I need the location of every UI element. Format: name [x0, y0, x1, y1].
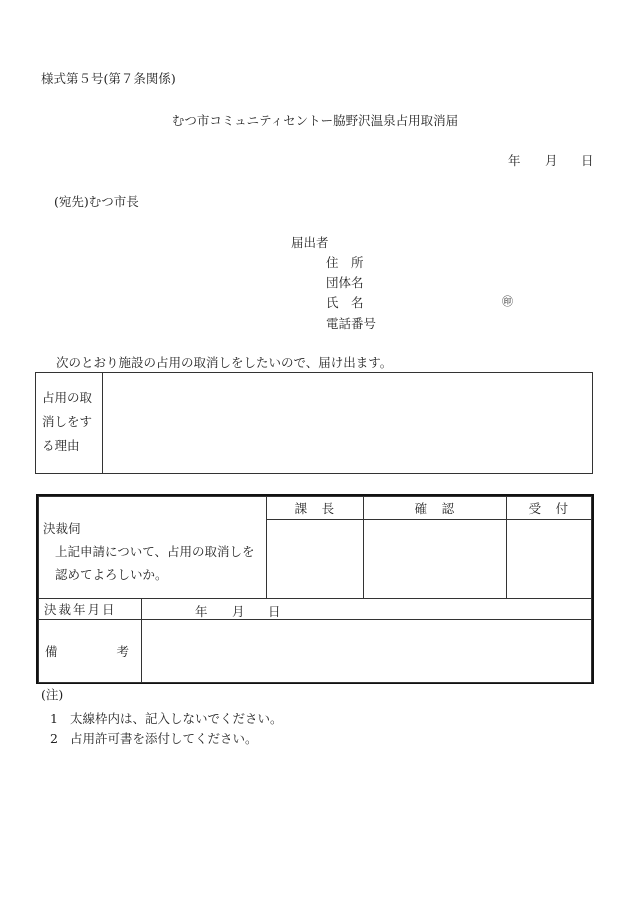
decision-date-month: 月: [232, 604, 245, 619]
decision-text: 上記申請について、占用の取消しを認めてよろしいか。: [55, 544, 255, 582]
note-text: 太線枠内は、記入しないでください。: [70, 711, 283, 726]
seal-mark: ㊞: [502, 295, 513, 308]
addressee: (宛先)むつ市長: [54, 194, 139, 209]
name-label: 氏 名: [326, 295, 364, 310]
phone-label: 電話番号: [326, 316, 377, 331]
address-label: 住 所: [326, 255, 364, 270]
form-number: 様式第５号(第７条関係): [41, 71, 176, 86]
decision-date-year: 年: [195, 604, 208, 619]
reason-field[interactable]: [103, 373, 593, 474]
header-section-chief: 課 長: [266, 497, 363, 520]
remarks-label-left: 備: [45, 644, 58, 659]
remarks-label-right: 考: [116, 644, 129, 659]
document-title: むつ市コミュニティセントー脇野沢温泉占用取消届: [171, 113, 459, 128]
applicant-label: 届出者: [291, 235, 329, 250]
office-use-table: [38, 496, 592, 683]
reception-stamp-area[interactable]: [506, 520, 591, 599]
date-year-label: 年: [508, 153, 521, 168]
reason-label: 占用の取消しをする理由: [36, 373, 103, 474]
note-number: 1: [50, 711, 58, 726]
statement: 次のとおり施設の占用の取消しをしたいので、届け出ます。: [56, 355, 393, 370]
decision-date-field[interactable]: [142, 599, 592, 620]
decision-title: 決裁伺: [43, 521, 81, 536]
remarks-label: [39, 620, 142, 683]
office-use-box: [36, 494, 594, 684]
note-text: 占用許可書を添付してください。: [70, 731, 258, 746]
decision-request-cell: [39, 497, 267, 599]
remarks-field[interactable]: [142, 620, 592, 683]
decision-date-day: 日: [268, 604, 281, 619]
section-chief-stamp-area[interactable]: [266, 520, 363, 599]
reason-table: [35, 372, 593, 474]
organization-label: 団体名: [326, 275, 364, 290]
note-item: [50, 709, 283, 727]
decision-date-label: 決裁年月日: [39, 599, 142, 620]
date-day-label: 日: [581, 153, 594, 168]
note-item: [50, 729, 258, 747]
header-confirmation: 確 認: [364, 497, 507, 520]
notes-heading: (注): [41, 687, 64, 702]
note-number: 2: [50, 731, 58, 746]
confirmation-stamp-area[interactable]: [364, 520, 507, 599]
header-reception: 受 付: [506, 497, 591, 520]
date-month-label: 月: [545, 153, 558, 168]
